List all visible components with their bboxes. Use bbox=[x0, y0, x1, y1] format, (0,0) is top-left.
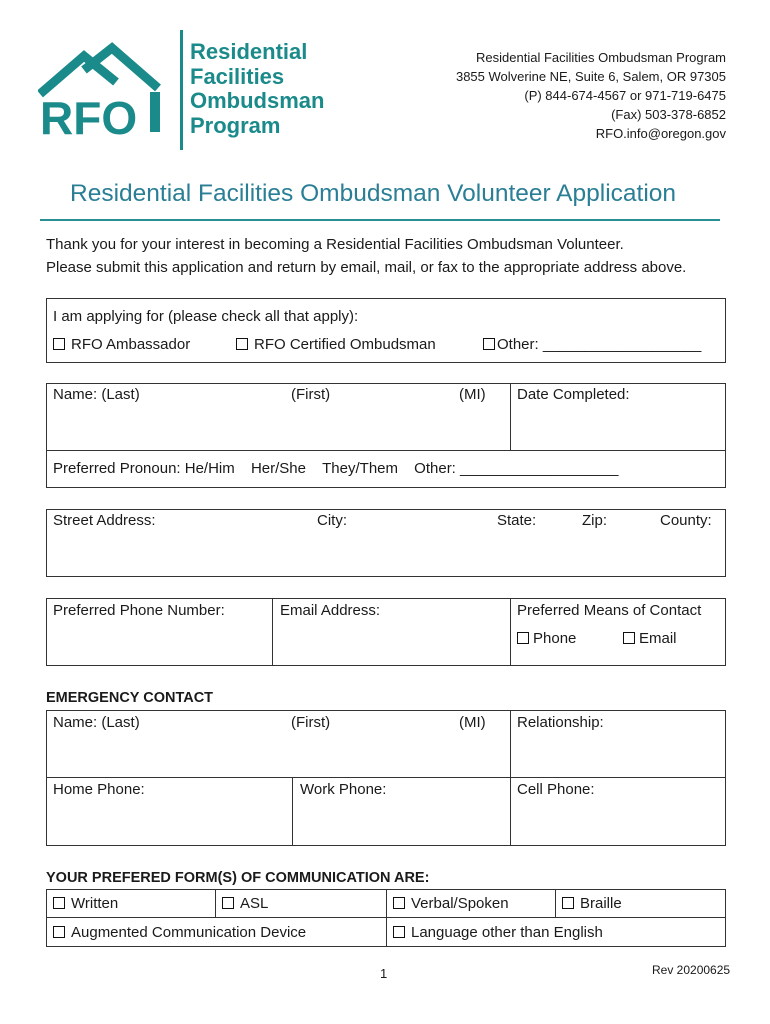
checkbox-icon bbox=[393, 926, 405, 938]
phone-number-field[interactable]: Preferred Phone Number: bbox=[53, 602, 225, 619]
checkbox-icon bbox=[222, 897, 234, 909]
logo-divider bbox=[180, 30, 183, 150]
title-divider bbox=[40, 219, 720, 221]
cell-phone-field[interactable]: Cell Phone: bbox=[517, 781, 595, 798]
applying-label: I am applying for (please check all that apply): bbox=[53, 308, 359, 325]
checkbox-icon bbox=[53, 926, 65, 938]
roof-front-icon bbox=[40, 56, 116, 94]
checkbox-other-language[interactable]: Language other than English bbox=[393, 924, 603, 941]
pronoun-row: Preferred Pronoun: He/Him Her/She They/Them Other: ___________________ bbox=[53, 460, 619, 477]
checkbox-contact-phone[interactable]: Phone bbox=[517, 630, 576, 647]
street-address-field[interactable]: Street Address: bbox=[53, 512, 156, 529]
checkbox-written[interactable]: Written bbox=[53, 895, 118, 912]
checkbox-asl[interactable]: ASL bbox=[222, 895, 268, 912]
pronoun-other[interactable]: Other: ___________________ bbox=[414, 460, 619, 477]
date-completed-field[interactable]: Date Completed: bbox=[517, 386, 630, 403]
page-title: Residential Facilities Ombudsman Volunteer Application bbox=[70, 180, 677, 207]
email-link[interactable]: RFO.info@oregon.gov bbox=[595, 126, 726, 141]
page-number: 1 bbox=[380, 966, 388, 981]
emergency-mi-field[interactable]: (MI) bbox=[459, 714, 486, 731]
checkbox-rfo-certified[interactable]: RFO Certified Ombudsman bbox=[236, 336, 436, 353]
checkbox-icon bbox=[393, 897, 405, 909]
pronoun-her-she[interactable]: Her/She bbox=[250, 460, 306, 477]
revision-label: Rev 20200625 bbox=[652, 963, 731, 977]
checkbox-icon bbox=[236, 338, 248, 350]
emergency-heading: EMERGENCY CONTACT bbox=[46, 690, 214, 706]
intro-text: Thank you for your interest in becoming a Residential Facilities Ombudsman Volunteer. Please submit this application and return by email, mail, or fax to the appropriate address above. bbox=[46, 236, 687, 276]
checkbox-icon bbox=[562, 897, 574, 909]
home-phone-field[interactable]: Home Phone: bbox=[53, 781, 145, 798]
preferred-contact-label: Preferred Means of Contact bbox=[517, 602, 702, 619]
checkbox-icon bbox=[517, 632, 529, 644]
checkbox-icon bbox=[623, 632, 635, 644]
name-mi-field[interactable]: (MI) bbox=[459, 386, 486, 403]
logo-name: Residential Facilities Ombudsman Program bbox=[190, 39, 325, 138]
state-field[interactable]: State: bbox=[497, 512, 537, 529]
pronoun-they-them[interactable]: They/Them bbox=[322, 460, 398, 477]
name-first-field[interactable]: (First) bbox=[291, 386, 331, 403]
relationship-field[interactable]: Relationship: bbox=[517, 714, 604, 731]
checkbox-icon bbox=[53, 338, 65, 350]
logo-mark: RFO bbox=[40, 92, 138, 137]
checkbox-other[interactable]: Other: ___________________ bbox=[483, 336, 701, 353]
work-phone-field[interactable]: Work Phone: bbox=[300, 781, 387, 798]
name-last-field[interactable]: Name: (Last) bbox=[53, 386, 140, 403]
rfo-logo bbox=[38, 42, 178, 137]
checkbox-augmented-device[interactable]: Augmented Communication Device bbox=[53, 924, 306, 941]
pronoun-he-him[interactable]: He/Him bbox=[184, 460, 235, 477]
checkbox-icon bbox=[53, 897, 65, 909]
emergency-section bbox=[46, 710, 726, 846]
checkbox-rfo-ambassador[interactable]: RFO Ambassador bbox=[53, 336, 190, 353]
checkbox-verbal[interactable]: Verbal/Spoken bbox=[393, 895, 509, 912]
emergency-last-field[interactable]: Name: (Last) bbox=[53, 714, 140, 731]
city-field[interactable]: City: bbox=[317, 512, 347, 529]
county-field[interactable]: County: bbox=[660, 512, 712, 529]
checkbox-icon bbox=[483, 338, 495, 350]
zip-field[interactable]: Zip: bbox=[582, 512, 608, 529]
communication-heading: YOUR PREFERED FORM(S) OF COMMUNICATION ARE: bbox=[46, 870, 430, 886]
email-address-field[interactable]: Email Address: bbox=[280, 602, 381, 619]
checkbox-braille[interactable]: Braille bbox=[562, 895, 622, 912]
checkbox-contact-email[interactable]: Email bbox=[623, 630, 677, 647]
program-address: Residential Facilities Ombudsman Program 3855 Wolverine NE, Suite 6, Salem, OR 97305 (P) 844-674-4567 or 971-719-6475 (Fax) 503-378-6852 RFO.info@oregon.gov bbox=[455, 50, 726, 141]
emergency-first-field[interactable]: (First) bbox=[291, 714, 331, 731]
